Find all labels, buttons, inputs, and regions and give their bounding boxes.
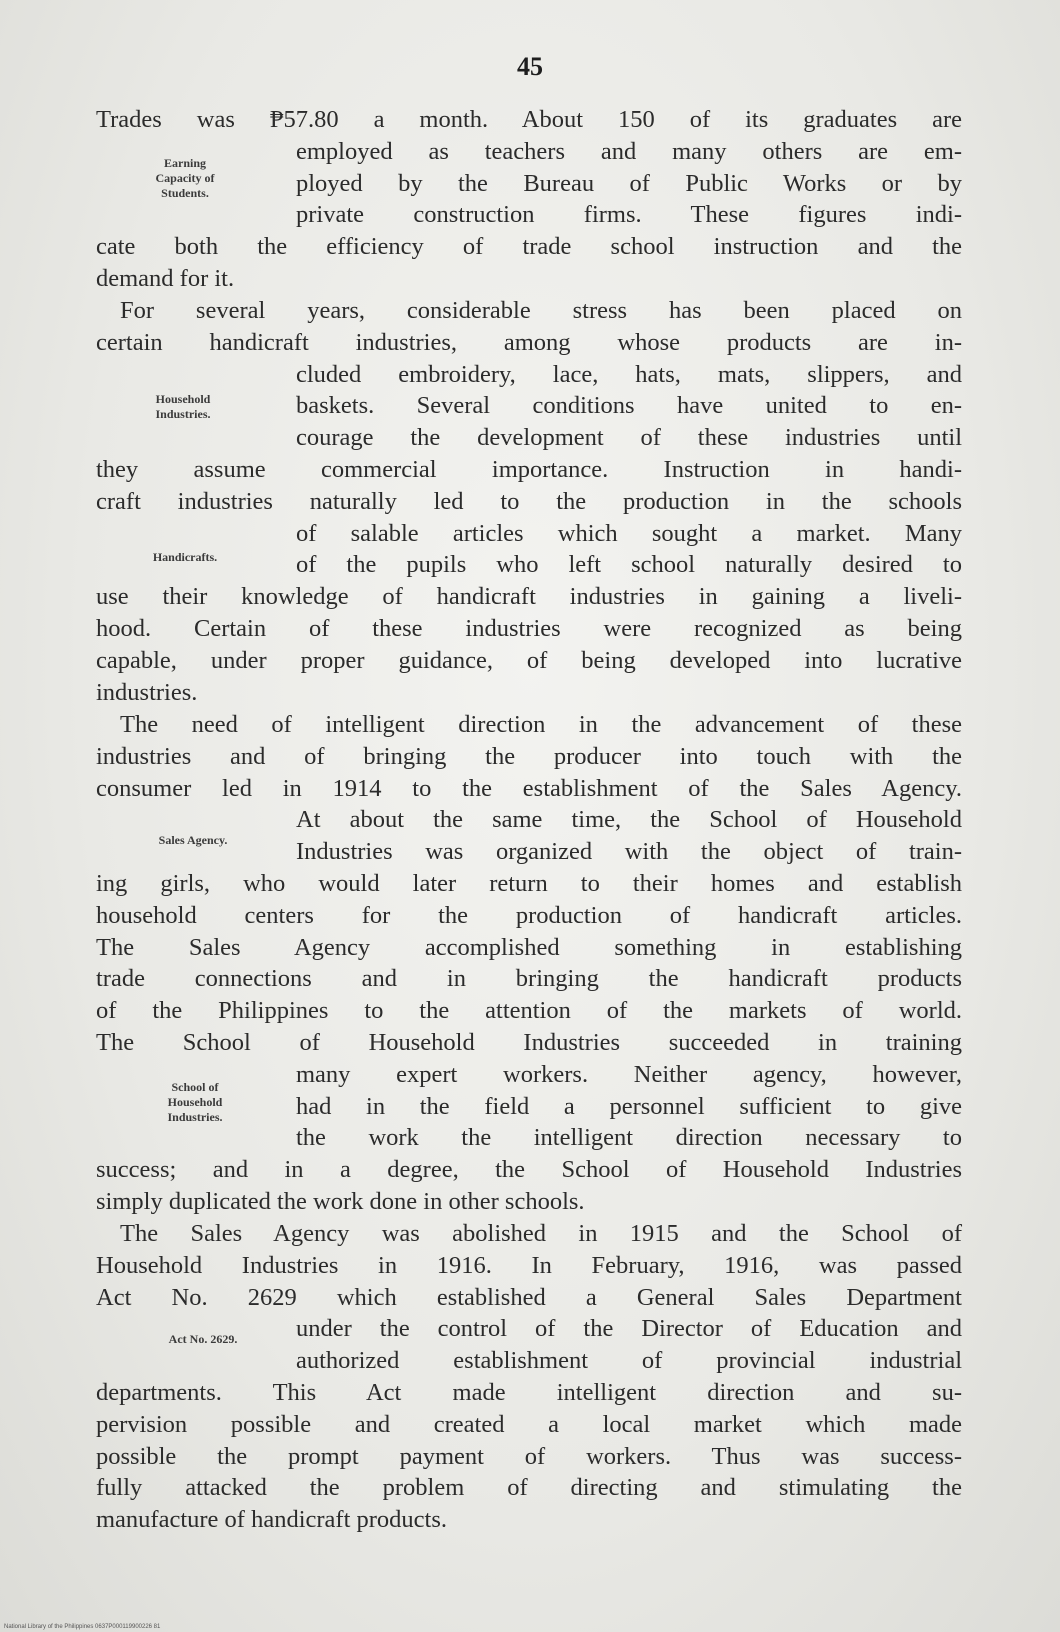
text-line: hood. Certain of these industries were recognized as being	[96, 614, 962, 642]
text-line: household centers for the production of handicraft articles.	[96, 901, 962, 929]
text-line: trade connections and in bringing the handicraft products	[96, 965, 962, 993]
text-line: fully attacked the problem of directing and stimulating the	[96, 1474, 962, 1502]
text-line: ployed by the Bureau of Public Works or by	[296, 169, 962, 197]
margin-note-school-household: School of Household Industries.	[167, 1080, 223, 1124]
library-footer: National Library of the Philippines 0637P000119900226 81	[4, 1624, 161, 1630]
text-line: Industries was organized with the object of train-	[296, 838, 962, 866]
text-line: demand for it.	[96, 264, 235, 292]
text-line: courage the development of these industries until	[296, 424, 962, 452]
text-line: certain handicraft industries, among whose products are in-	[96, 328, 962, 356]
text-line: For several years, considerable stress has been placed on	[120, 297, 962, 324]
text-line: industries and of bringing the producer into touch with the	[96, 742, 962, 770]
text-line: cate both the efficiency of trade school instruction and the	[96, 233, 962, 261]
text-line: the work the intelligent direction necessary to	[296, 1124, 962, 1152]
text-line: possible the prompt payment of workers. Thus was success-	[96, 1442, 962, 1470]
margin-note-household-industries: Household Industries.	[155, 392, 211, 421]
text-line: industries.	[96, 678, 198, 706]
text-line: simply duplicated the work done in other schools.	[96, 1187, 585, 1215]
text-line: cluded embroidery, lace, hats, mats, slippers, and	[296, 360, 962, 388]
text-line: craft industries naturally led to the production in the schools	[96, 487, 962, 515]
text-line: departments. This Act made intelligent direction and su-	[96, 1378, 962, 1406]
text-line: The need of intelligent direction in the advancement of these	[120, 711, 962, 738]
text-line: The Sales Agency was abolished in 1915 and the School of	[120, 1220, 962, 1247]
text-line: Household Industries in 1916. In February, 1916, was passed	[96, 1251, 962, 1279]
page-number: 45	[517, 52, 543, 81]
text-line: capable, under proper guidance, of being developed into lucrative	[96, 646, 962, 674]
text-line: use their knowledge of handicraft industries in gaining a liveli-	[96, 583, 962, 611]
text-line: authorized establishment of provincial industrial	[296, 1347, 962, 1375]
text-line: Act No. 2629 which established a General Sales Department	[96, 1283, 962, 1311]
text-line: they assume commercial importance. Instruction in handi-	[96, 455, 962, 483]
text-line: of salable articles which sought a market. Many	[296, 519, 962, 547]
margin-note-earning-capacity: Earning Capacity of Students.	[155, 156, 215, 200]
text-line: At about the same time, the School of Household	[296, 806, 962, 834]
text-line: consumer led in 1914 to the establishment of the Sales Agency.	[96, 774, 962, 802]
margin-note-handicrafts: Handicrafts.	[152, 550, 218, 564]
text-line: of the Philippines to the attention of the markets of world.	[96, 997, 962, 1025]
paragraph-sales-agency	[96, 709, 962, 1218]
text-line: ing girls, who would later return to their homes and establish	[96, 869, 962, 897]
text-line: under the control of the Director of Education and	[296, 1315, 962, 1343]
margin-note-act-2629: Act No. 2629.	[168, 1332, 238, 1346]
text-line: employed as teachers and many others are em-	[296, 137, 962, 165]
paragraph-act-2629	[96, 1218, 962, 1536]
text-line: The Sales Agency accomplished something in establishing	[96, 933, 962, 961]
text-line: baskets. Several conditions have united to en-	[296, 392, 962, 420]
text-line: many expert workers. Neither agency, however,	[296, 1060, 962, 1088]
text-line: private construction firms. These figures indi-	[296, 201, 962, 229]
text-line: of the pupils who left school naturally desired to	[296, 551, 962, 579]
text-line: Trades was ₱57.80 a month. About 150 of its graduates are	[96, 106, 962, 133]
text-line: pervision possible and created a local market which made	[96, 1410, 962, 1438]
text-line: The School of Household Industries succeeded in training	[96, 1028, 962, 1056]
text-line: had in the field a personnel sufficient to give	[296, 1092, 962, 1120]
paragraph-household-industries	[96, 295, 962, 708]
margin-note-sales-agency: Sales Agency.	[158, 833, 228, 847]
text-line: manufacture of handicraft products.	[96, 1506, 448, 1534]
text-line: success; and in a degree, the School of Household Industries	[96, 1156, 962, 1184]
